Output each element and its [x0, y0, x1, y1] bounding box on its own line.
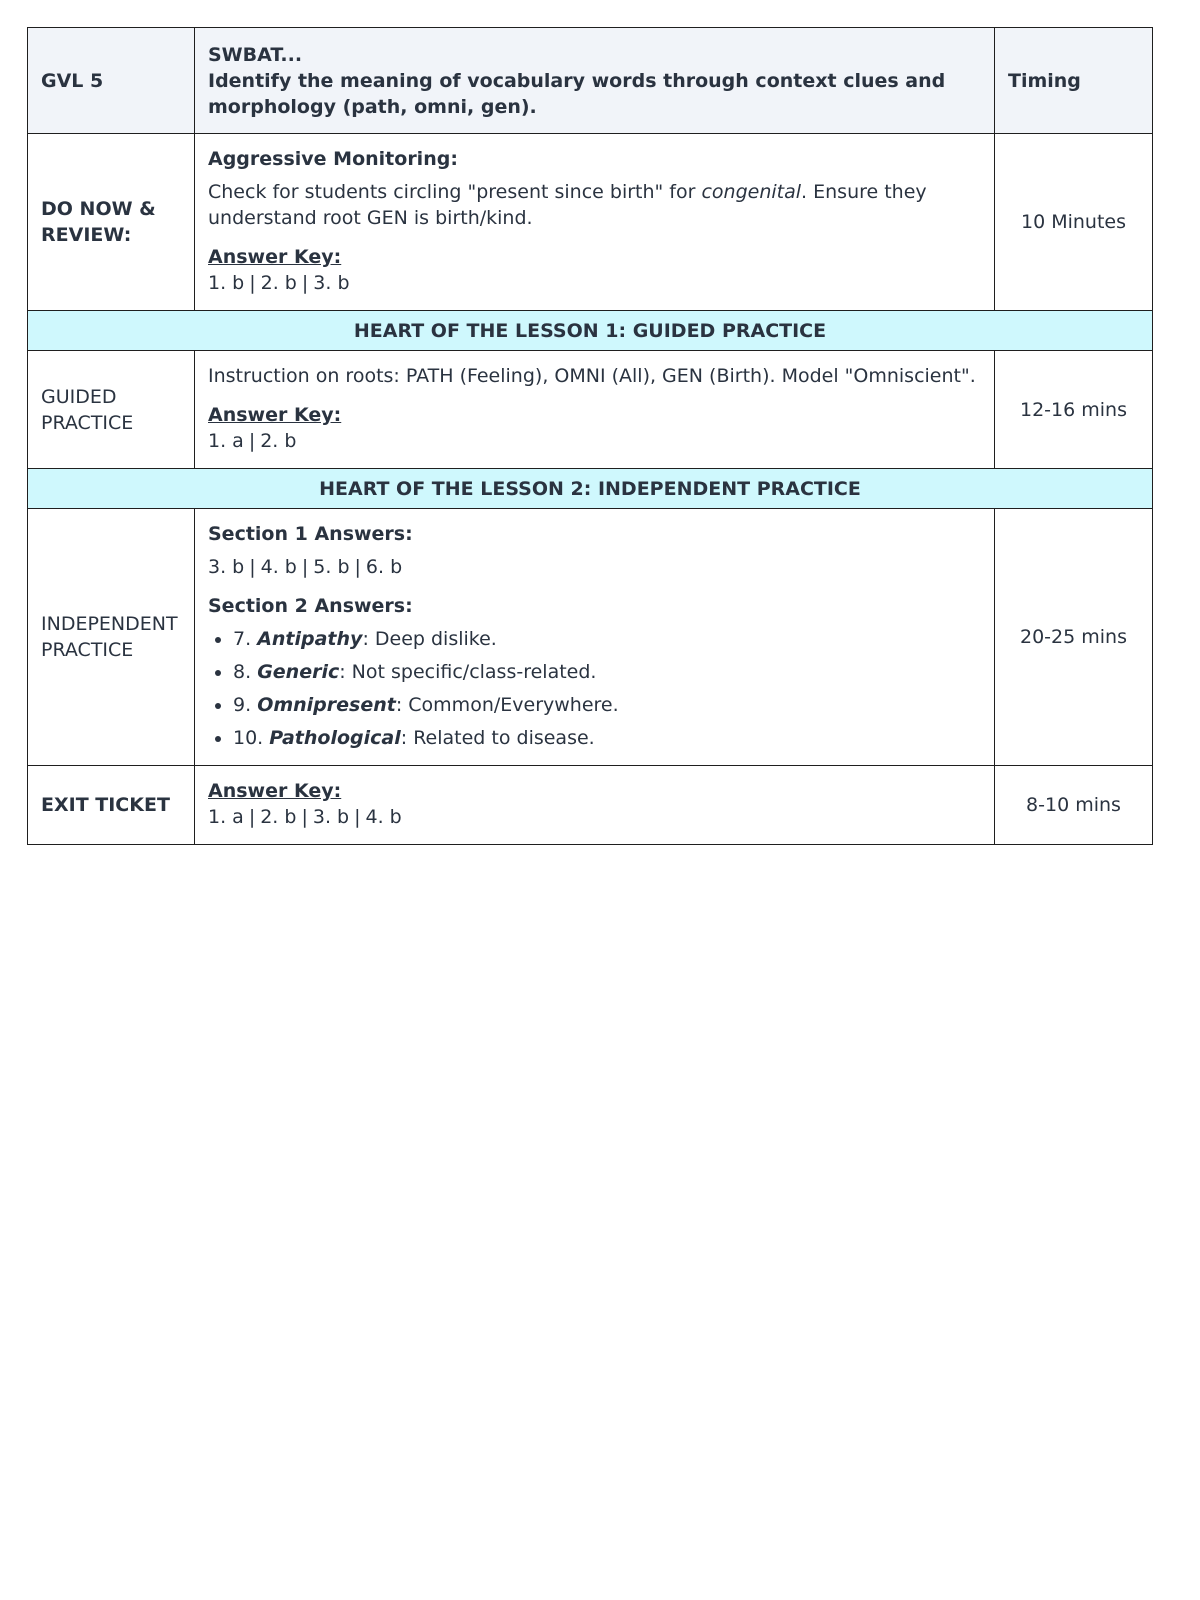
- do-now-row: [28, 134, 1153, 311]
- independent-timing: 20-25 mins: [1020, 626, 1127, 648]
- guided-timing: 12-16 mins: [1020, 398, 1127, 421]
- answer-separator: |: [301, 806, 308, 828]
- answer-key-label: Answer Key:: [208, 780, 342, 802]
- exit-ticket-label-cell: [28, 766, 195, 845]
- exit-ticket-label: EXIT TICKET: [41, 794, 170, 816]
- header-row: [28, 28, 1153, 134]
- independent-label-cell: [28, 509, 195, 766]
- answer-item: 1. a: [208, 430, 244, 452]
- grade-cell: [28, 28, 195, 134]
- do-now-label: DO NOW & REVIEW:: [41, 198, 156, 246]
- swbat-label: SWBAT...: [208, 43, 303, 66]
- answer-item: 2. b: [260, 272, 297, 294]
- answer-item: 1. a: [208, 806, 244, 828]
- answer-item: 3. b: [208, 556, 245, 578]
- do-now-label-cell: [28, 134, 195, 311]
- guided-row: [28, 351, 1153, 469]
- timing-header-cell: [995, 28, 1153, 134]
- objective-text: Identify the meaning of vocabulary words through context clues and morphology (path, omni, gen).: [208, 69, 946, 118]
- list-item: [233, 692, 981, 718]
- monitoring-heading: Aggressive Monitoring:: [208, 148, 458, 170]
- section2-answers-heading: Section 2 Answers:: [208, 595, 413, 617]
- section-header-row: [28, 311, 1153, 351]
- answer-item: 1. b: [208, 272, 245, 294]
- independent-row: [28, 509, 1153, 766]
- answer-key-line: [208, 270, 981, 296]
- answer-separator: |: [354, 556, 361, 578]
- independent-content-cell: [195, 509, 995, 766]
- answer-item: 2. b: [260, 430, 297, 452]
- do-now-timing: 10 Minutes: [1020, 211, 1126, 233]
- vocab-term: Pathological: [269, 727, 401, 749]
- answer-item: 3. b: [313, 272, 350, 294]
- monitoring-text-part: . Ensure they understand root GEN is birth/kind.: [208, 181, 927, 229]
- exit-ticket-timing-cell: [995, 766, 1153, 845]
- answer-key-label: Answer Key:: [208, 246, 342, 268]
- do-now-content-cell: [195, 134, 995, 311]
- exit-ticket-timing: 8-10 mins: [1026, 794, 1121, 816]
- list-item: [233, 725, 981, 751]
- answer-item: 2. b: [260, 806, 297, 828]
- answer-separator: |: [354, 806, 361, 828]
- answer-separator: |: [301, 556, 309, 578]
- answer-item: 4. b: [365, 806, 402, 828]
- item-number: 9.: [233, 694, 252, 716]
- independent-label: INDEPENDENT PRACTICE: [41, 613, 178, 661]
- guided-timing-cell: [995, 351, 1153, 469]
- answer-item: 5. b: [313, 556, 350, 578]
- vocab-term: Omnipresent: [257, 694, 396, 716]
- section1-answers-heading: Section 1 Answers:: [208, 523, 413, 545]
- vocab-term: Antipathy: [257, 628, 363, 650]
- vocab-definition: : Related to disease.: [400, 727, 595, 749]
- answer-item: 4. b: [260, 556, 297, 578]
- do-now-timing-cell: [995, 134, 1153, 311]
- answer-separator: |: [249, 556, 256, 578]
- vocab-definition: : Deep dislike.: [362, 628, 497, 650]
- vocab-definition: : Not specific/class-related.: [339, 661, 597, 683]
- section-header-row: [28, 469, 1153, 509]
- monitoring-term: congenital: [701, 181, 802, 203]
- guided-instruction: Instruction on roots: PATH (Feeling), OMNI (All), GEN (Birth). Model "Omniscient".: [208, 365, 976, 387]
- list-item: [233, 659, 981, 685]
- answer-separator: |: [248, 430, 256, 452]
- item-number: 7.: [233, 628, 252, 650]
- answer-item: 6. b: [365, 556, 403, 578]
- independent-timing-cell: [995, 509, 1153, 766]
- answer-separator: |: [249, 272, 256, 294]
- monitoring-text: [208, 179, 981, 231]
- section-header-guided: HEART OF THE LESSON 1: GUIDED PRACTICE: [28, 311, 1153, 351]
- guided-label: GUIDED PRACTICE: [41, 385, 134, 434]
- objective-cell: [195, 28, 995, 134]
- exit-ticket-content-cell: [195, 766, 995, 845]
- timing-header: Timing: [1008, 69, 1081, 92]
- monitoring-text-part: Check for students circling "present since birth" for: [208, 181, 702, 203]
- section2-answers-list: [208, 626, 981, 751]
- guided-content-cell: [195, 351, 995, 469]
- answer-item: 3. b: [312, 806, 350, 828]
- section1-answers-line: [208, 554, 981, 580]
- answer-separator: |: [301, 272, 309, 294]
- answer-separator: |: [248, 806, 256, 828]
- answer-key-line: [208, 428, 981, 454]
- grade-label: GVL 5: [41, 69, 104, 92]
- section-header-independent: HEART OF THE LESSON 2: INDEPENDENT PRACTICE: [28, 469, 1153, 509]
- answer-key-label: Answer Key:: [208, 404, 342, 426]
- lesson-plan-table: [27, 27, 1153, 845]
- answer-key-line: [208, 804, 981, 830]
- guided-label-cell: [28, 351, 195, 469]
- exit-ticket-row: [28, 766, 1153, 845]
- vocab-definition: : Common/Everywhere.: [395, 694, 619, 716]
- item-number: 10.: [233, 727, 264, 749]
- list-item: [233, 626, 981, 652]
- item-number: 8.: [233, 661, 252, 683]
- vocab-term: Generic: [257, 661, 340, 683]
